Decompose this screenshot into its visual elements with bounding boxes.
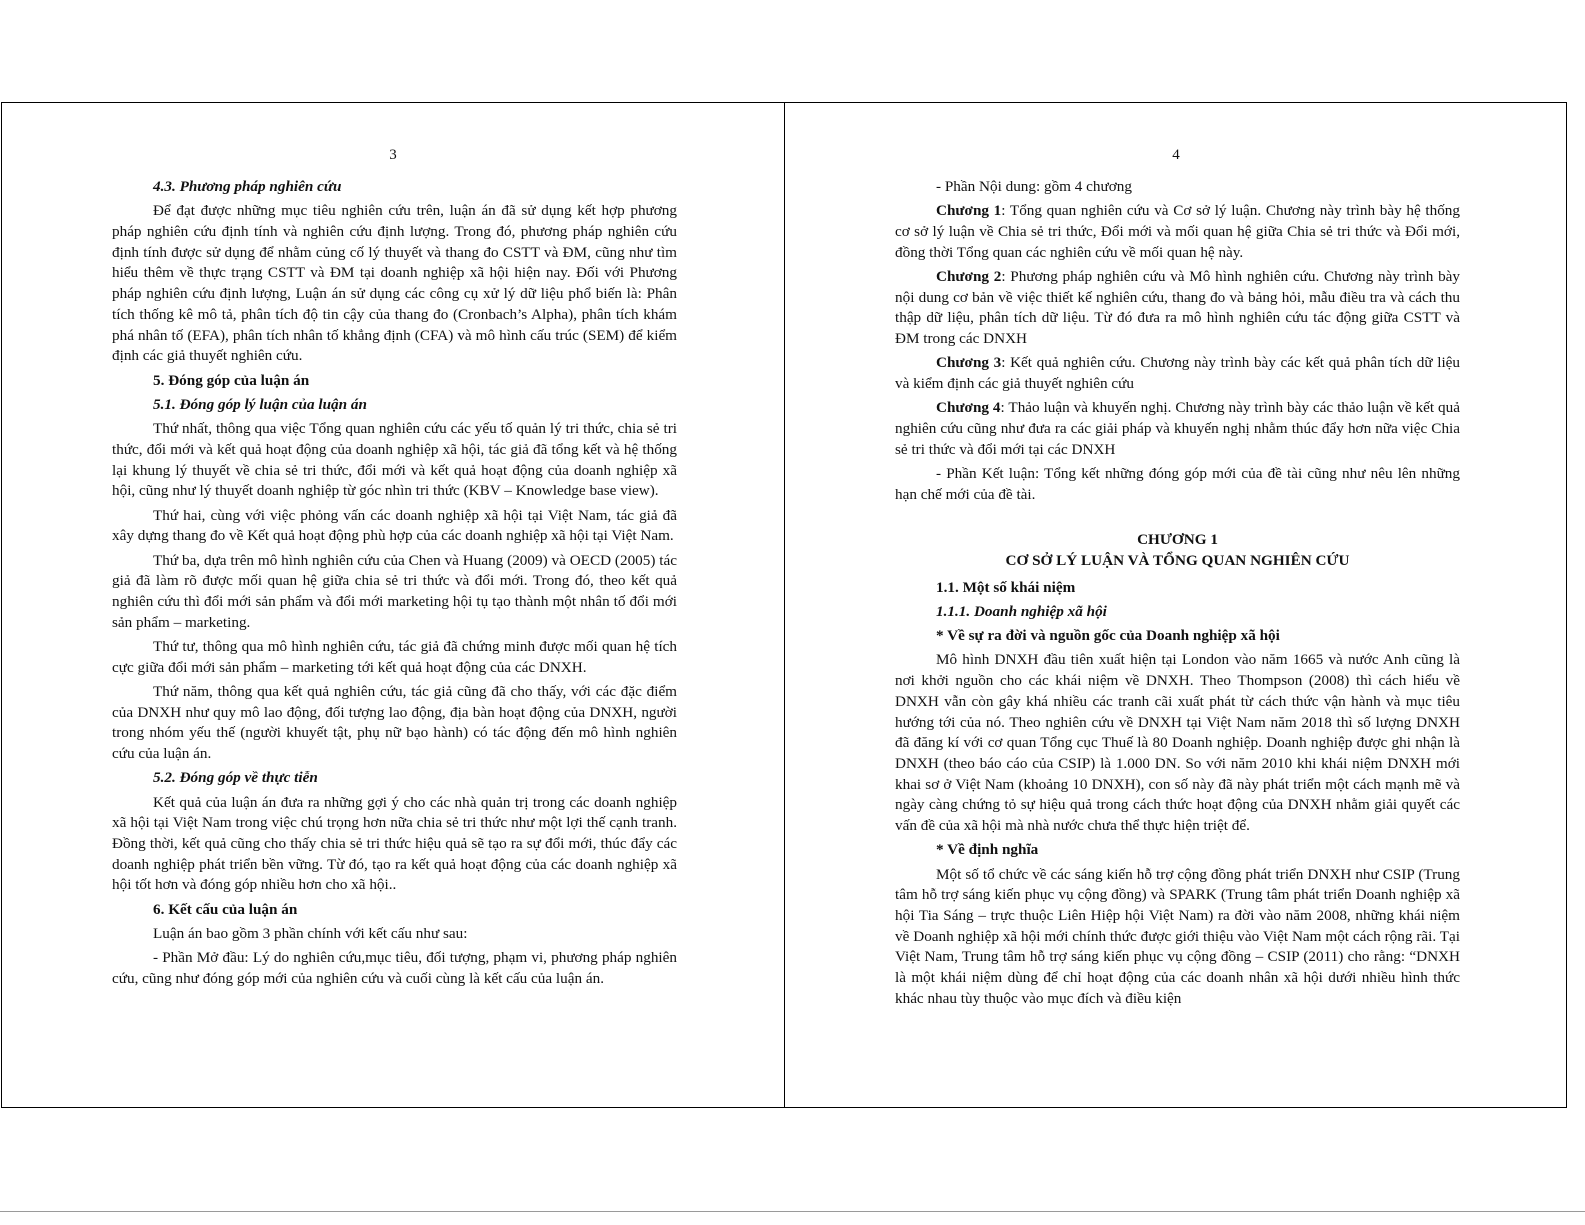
paragraph: Thứ nhất, thông qua việc Tổng quan nghiên cứu các yếu tố quản lý tri thức, chia sẻ tri thức, đổi mới và kết quả hoạt động của doanh nghiệp xã hội, tác giả đã tổng kết và hệ thống lại khung lý thuyết về chia sẻ tri thức, đổi mới và kết quả hoạt động của doanh nghiệp xã hội, cũng như lý thuyết doanh nghiệp từ góc nhìn tri thức (KBV – Knowledge base view).: [112, 420, 677, 500]
chapter-summary: [895, 353, 1460, 394]
chapter-number: CHƯƠNG 1: [1137, 531, 1218, 549]
chapter-summary-text: : Thảo luận và khuyến nghị. Chương này trình bày các thảo luận về kết quả nghiên cứu cũng như đưa ra các giải pháp và khuyến nghị nhằm thúc đẩy hơn nữa việc Chia sẻ tri thức và đổi mới tại các DNXH: [895, 399, 1460, 458]
page-right: [785, 103, 1567, 1107]
paragraph: Luận án bao gồm 3 phần chính với kết cấu như sau:: [153, 925, 468, 943]
paragraph: - Phần Mở đầu: Lý do nghiên cứu,mục tiêu, đối tượng, phạm vi, phương pháp nghiên cứu, cũng như đóng góp mới của nghiên cứu và cuối cùng là kết cấu của luận án.: [112, 949, 677, 988]
section-heading: 4.3. Phương pháp nghiên cứu: [153, 178, 342, 195]
paragraph: Một số tổ chức về các sáng kiến hỗ trợ cộng đồng phát triển DNXH như CSIP (Trung tâm hỗ trợ sáng kiến phục vụ cộng đồng) và SPARK (Trung tâm phát triển Doanh nghiệp xã hội Tia Sáng – trực thuộc Liên Hiệp hội Việt Nam) ra đời vào năm 2008, những khái niệm về Doanh nghiệp xã hội mới chính thức được giới thiệu vào Việt Nam một cách rộng rãi. Tại Việt Nam, Trung tâm hỗ trợ sáng kiến phục vụ cộng đồng – CSIP (2011) cho rằng: “DNXH là một khái niệm dùng để chỉ hoạt động của các doanh nhân xã hội dưới nhiều hình thức khác nhau tùy thuộc vào mục đích và điều kiện: [895, 865, 1460, 1007]
paragraph: - Phần Nội dung: gồm 4 chương: [936, 178, 1132, 195]
topic-heading: * Về sự ra đời và nguồn gốc của Doanh nghiệp xã hội: [936, 627, 1280, 645]
chapter-summary: [895, 201, 1460, 263]
subsection-heading: 1.1.1. Doanh nghiệp xã hội: [936, 602, 1107, 620]
topic-heading: * Về định nghĩa: [936, 841, 1039, 859]
page-number: 4: [1172, 147, 1180, 163]
chapter-label: Chương 2: [936, 268, 1002, 285]
section-heading: 5. Đóng góp của luận án: [153, 371, 310, 389]
chapter-label: Chương 4: [936, 399, 1001, 417]
chapter-label: Chương 1: [936, 202, 1002, 220]
chapter-summary: [895, 398, 1460, 460]
paragraph: Thứ hai, cùng với việc phỏng vấn các doanh nghiệp xã hội tại Việt Nam, tác giả đã xây dựng thang đo về Kết quả hoạt động phù hợp của các doanh nghiệp xã hội tại Việt Nam.: [112, 506, 677, 545]
chapter-label: Chương 3: [936, 354, 1002, 372]
paragraph: Mô hình DNXH đầu tiên xuất hiện tại London vào năm 1665 và nước Anh cũng là nơi khởi nguồn cho các khái niệm về DNXH. Theo Thompson (2008) thì cách hiểu về DNXH vẫn còn gây khá nhiều các tranh cãi xuất phát từ cách thức vận hành và mục tiêu hướng tới của nó. Theo nghiên cứu về DNXH tại Việt Nam năm 2018 thì số lượng DNXH đã đăng kí với cơ quan Tổng cục Thuế là 80 Doanh nghiệp. Doanh nghiệp được ghi nhận là DNXH (theo báo cáo của CSIP) là 1.000 DN. So với năm 2010 khi khái niệm DNXH mới khai sơ ở Việt Nam (khoảng 10 DNXH), con số này đã này phát triển một cách mạnh mẽ và ngày càng chứng tỏ sự hiệu quả trong cách thức hoạt động của DNXH nhằm giải quyết các vấn đề của xã hội mà nhà nước chưa thể thực hiện triệt để.: [895, 651, 1460, 835]
paragraph: Kết quả của luận án đưa ra những gợi ý cho các nhà quản trị trong các doanh nghiệp xã hội tại Việt Nam trong việc chú trọng hơn nữa chia sẻ tri thức như một lợi thế cạnh tranh. Đồng thời, kết quả cũng cho thấy chia sẻ tri thức hiệu quả sẽ tạo ra sự đổi mới, thúc đẩy các doanh nghiệp phát triển bền vững. Từ đó, tạo ra kết quả hoạt động của các doanh nghiệp xã hội tốt hơn và đóng góp nhiều hơn cho xã hội..: [112, 793, 677, 894]
paragraph: Thứ ba, dựa trên mô hình nghiên cứu của Chen và Huang (2009) và OECD (2005) tác giả đã làm rõ được mối quan hệ giữa chia sẻ tri thức và đổi mới. Trong đó, theo kết quả nghiên cứu thì đổi mới sản phẩm và đổi mới marketing hội tụ tạo thành một nhân tố đổi mới sản phẩm – marketing.: [112, 551, 677, 631]
document-spread: [1, 102, 1567, 1108]
paragraph: Thứ năm, thông qua kết quả nghiên cứu, tác giả cũng đã cho thấy, với các đặc điểm của DNXH như quy mô lao động, đối tượng lao động, địa bàn hoạt động của DNXH, người trong nhóm yếu thế (người khuyết tật, phụ nữ bạo hành) có tác động đến mô hình nghiên cứu của luận án.: [112, 682, 677, 763]
bottom-rule: [0, 1211, 1585, 1212]
page-left: [2, 103, 784, 1107]
page-content: [895, 177, 1460, 1013]
paragraph: Để đạt được những mục tiêu nghiên cứu trên, luận án đã sử dụng kết hợp phương pháp nghiên cứu định tính và nghiên cứu định lượng. Trong đó, phương pháp nghiên cứu định tính được sử dụng để nhằm củng cố lý thuyết và thang đo CSTT và ĐM, cũng như tìm hiểu thêm về thực trạng CSTT và ĐM tại doanh nghiệp xã hội hiện nay. Đối với Phương pháp nghiên cứu định lượng, Luận án sử dụng các công cụ xử lý dữ liệu phổ biến là: Phân tích thống kê mô tả, phân tích độ tin cậy của thang đo (Cronbach’s Alpha), phân tích khám phá nhân tố (EFA), phân tích nhân tố khẳng định (CFA) và mô hình cấu trúc (SEM) để kiểm định các giả thuyết nghiên cứu.: [112, 202, 677, 365]
page-content: [112, 177, 677, 993]
chapter-summary-text: : Phương pháp nghiên cứu và Mô hình nghiên cứu. Chương này trình bày nội dung cơ bản về việc thiết kế nghiên cứu, thang đo và bảng hỏi, mẫu điều tra và cách thu thập dữ liệu, phân tích dữ liệu. Từ đó đưa ra mô hình nghiên cứu tác động giữa CSTT và ĐM trong các DNXH: [895, 268, 1461, 348]
chapter-summary-text: : Kết quả nghiên cứu. Chương này trình bày các kết quả phân tích dữ liệu và kiểm định các giả thuyết nghiên cứu: [895, 354, 1460, 393]
chapter-summary: [895, 267, 1460, 350]
paragraph: Thứ tư, thông qua mô hình nghiên cứu, tác giả đã chứng minh được mối quan hệ tích cực giữa đổi mới sản phẩm – marketing tới kết quả hoạt động của các DNXH.: [112, 637, 677, 676]
subsection-heading: 5.2. Đóng góp về thực tiễn: [153, 769, 318, 787]
section-heading: 6. Kết cấu của luận án: [153, 900, 298, 918]
chapter-summary-text: : Tổng quan nghiên cứu và Cơ sở lý luận. Chương này trình bày hệ thống cơ sở lý luận về Chia sẻ tri thức, Đổi mới và mối quan hệ giữa Chia sẻ tri thức và Đổi mới, đồng thời Tổng quan các nghiên cứu về mối quan hệ này.: [895, 202, 1460, 261]
section-heading: 1.1. Một số khái niệm: [936, 578, 1076, 596]
page-number: 3: [389, 147, 397, 163]
spacer: [895, 509, 1460, 530]
paragraph: - Phần Kết luận: Tổng kết những đóng góp mới của đề tài cũng như nêu lên những hạn chế mới của đề tài.: [895, 465, 1460, 503]
subsection-heading: 5.1. Đóng góp lý luận của luận án: [153, 395, 367, 413]
chapter-title: CƠ SỞ LÝ LUẬN VÀ TỔNG QUAN NGHIÊN CỨU: [1005, 551, 1350, 569]
